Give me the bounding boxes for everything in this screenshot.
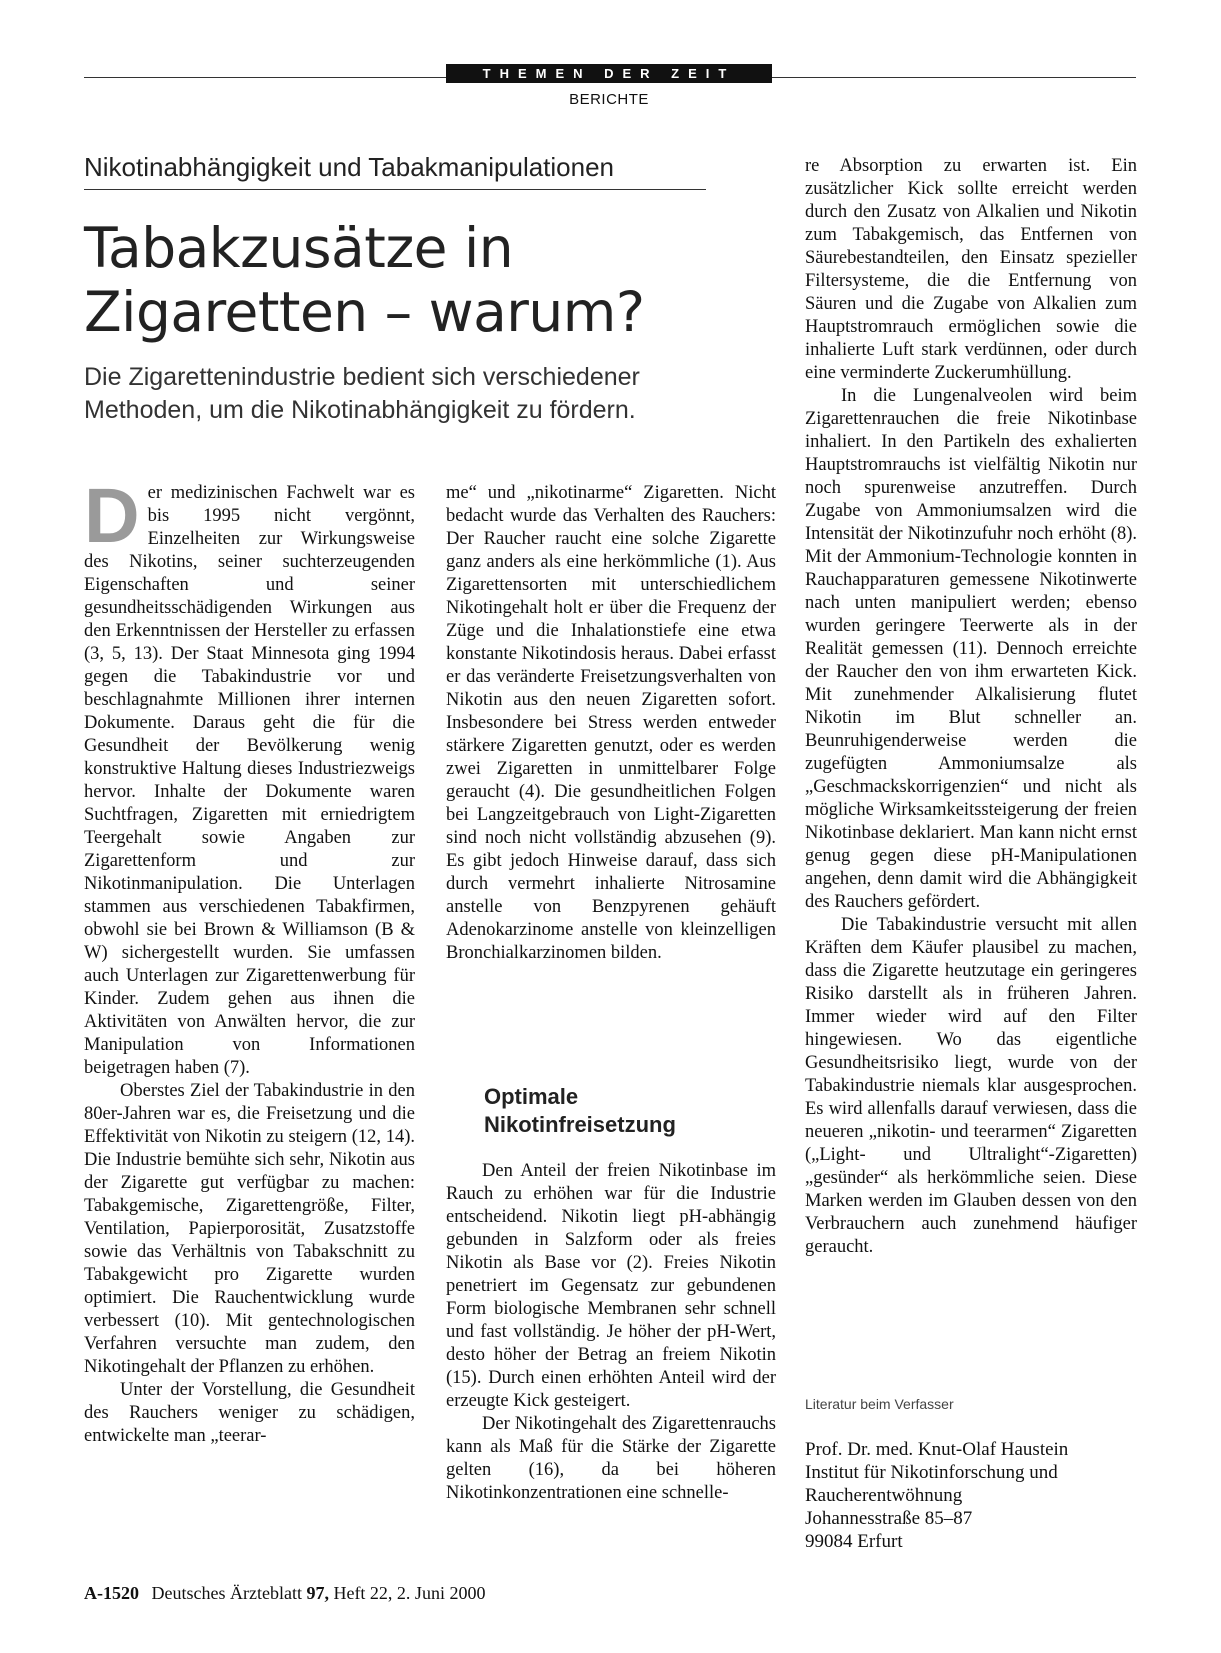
journal-issue: Heft 22, 2. Juni 2000 [333, 1583, 486, 1603]
author-line: Prof. Dr. med. Knut-Olaf Haustein [805, 1439, 1069, 1460]
page-number: A-1520 [84, 1583, 139, 1603]
journal-volume: 97, [306, 1583, 329, 1603]
journal-name: Deutsches Ärzteblatt [151, 1583, 302, 1603]
author-line: 99084 Erfurt [805, 1531, 903, 1552]
subsection-label: BERICHTE [569, 91, 649, 108]
drop-cap: D [84, 473, 140, 559]
section-subheading: Optimale Nikotinfreisetzung [484, 1084, 676, 1137]
title-line-2: Zigaretten – warum? [84, 280, 645, 344]
literature-note: Literatur beim Verfasser [805, 1396, 954, 1412]
paragraph: Den Anteil der freien Nikotinbase im Rauch zu erhöhen war für die Industrie entscheidend. Nikotin liegt pH-abhängig gebunden in Salzform oder als freies Nikotin als Base vor (2). Freies Nikotin penetriert im Gegensatz zur gebundenen Form biologische Membranen sehr schnell und fast vollständig. Je höher der pH-Wert, desto höher der Betrag an freiem Nikotin (15). Durch einen erhöhten Anteil wird der erzeugte Kick gesteigert. [446, 1161, 776, 1411]
author-line: Institut für Nikotinforschung und [805, 1462, 1058, 1483]
text-column-2-bottom [446, 1160, 776, 1505]
paragraph: re Absorption zu erwarten ist. Ein zusätzlicher Kick sollte erreicht werden durch den Zusatz von Alkalien und Nikotin zum Tabakgemisch, das Entfernen von Säurebestandteilen, den Einsatz spezieller Filtersysteme, die die Entfernung von Säuren und die Zugabe von Alkalien zum Hauptstromrauch ermöglichen sowie die inhalierte Luft stark verdünnen, oder durch eine verminderte Zuckerumhüllung. [805, 156, 1137, 383]
paragraph [84, 473, 415, 1080]
author-address [805, 1438, 1137, 1553]
paragraph: Der Nikotingehalt des Zigarettenrauchs kann als Maß für die Stärke der Zigarette gelten (16), da bei höheren Nikotinkonzentrationen eine schnelle- [446, 1414, 776, 1503]
author-line: Johannesstraße 85–87 [805, 1508, 973, 1529]
article-title [84, 216, 724, 344]
paragraph: In die Lungenalveolen wird beim Zigarettenrauchen die freie Nikotinbase inhaliert. In den Partikeln des exhalierten Hauptstromrauchs ist vielfältig Nikotin nur noch spurenweise anzutreffen. Durch Zugabe von Ammoniumsalzen wird die Intensität der Nikotinzufuhr noch erhöht (8). Mit der Ammonium-Technologie konnten in Rauchapparaturen gemessene Nikotinwerte nach unten manipuliert werden; ebenso wurden geringere Teerwerte als in der Realität gemessen (11). Dennoch erreichte der Raucher den von ihm erwarteten Kick. Mit zunehmender Alkalisierung flutet Nikotin im Blut schneller an. Beunruhigenderweise werden die zugefügten Ammoniumsalze als „Geschmackskorrigenzien“ und nicht als mögliche Wirksamkeitssteigerung der freien Nikotinbase deklariert. Man kann nicht ernst genug gegen diese pH-Manipulationen angehen, denn damit wird die Abhängigkeit des Rauchers gefördert. [805, 386, 1137, 912]
article-kicker: Nikotinabhängigkeit und Tabakmanipulationen [84, 152, 706, 190]
article-deck: Die Zigarettenindustrie bedient sich verschiedener Methoden, um die Nikotinabhängigkeit zu fördern. [84, 363, 640, 424]
paragraph: me“ und „nikotinarme“ Zigaretten. Nicht bedacht wurde das Verhalten des Rauchers: Der Raucher raucht eine solche Zigarette ganz anders als eine herkömmliche (1). Aus Zigarettensorten mit unterschiedlichem Nikotingehalt holt er über die Frequenz der Züge und die Inhalationstiefe eine etwa konstante Nikotindosis heraus. Dabei erfasst er das veränderte Freisetzungsverhalten von Nikotin aus den neuen Zigaretten sofort. Insbesondere bei Stress werden entweder stärkere Zigaretten genutzt, oder es werden zwei Zigaretten in unmittelbarer Folge geraucht (4). Die gesundheitlichen Folgen bei Langzeitgebrauch von Light-Zigaretten sind noch nicht vollständig abzusehen (9). Es gibt jedoch Hinweise darauf, dass sich durch vermehrt inhalierte Nitrosamine anstelle von Benzpyrenen gehäuft Adenokarzinome anstelle von kleinzelligen Bronchialkarzinomen bilden. [446, 483, 776, 963]
author-line: Raucherentwöhnung [805, 1485, 963, 1506]
text-column-2-top [446, 482, 776, 965]
title-line-1: Tabakzusätze in [84, 216, 514, 280]
text-column-1 [84, 473, 415, 1448]
text-column-3 [805, 155, 1137, 1259]
paragraph: Oberstes Ziel der Tabakindustrie in den 80er-Jahren war es, die Freisetzung und die Effektivität von Nikotin zu steigern (12, 14). Die Industrie bemühte sich sehr, Nikotin aus der Zigarette gut verfügbar zu machen: Tabakgemische, Zigarettengröße, Filter, Ventilation, Papierporosität, Zusatzstoffe sowie das Verhältnis von Tabakschnitt zu Tabakgewicht pro Zigarette wurden optimiert. Die Rauchentwicklung wurde verbessert (10). Mit gentechnologischen Verfahren versuchte man zudem, den Nikotingehalt der Pflanzen zu erhöhen. [84, 1081, 415, 1377]
paragraph: Unter der Vorstellung, die Gesundheit des Rauchers weniger zu schädigen, entwickelte man „teerar- [84, 1380, 415, 1446]
paragraph: Die Tabakindustrie versucht mit allen Kräften dem Käufer plausibel zu machen, dass die Zigarette heutzutage ein geringeres Risiko darstellt als in früheren Jahren. Immer wieder wird auf den Filter hingewiesen. Wo das eigentliche Gesundheitsrisiko liegt, wurde von der Tabakindustrie niemals klar ausgesprochen. Es wird allenfalls darauf verwiesen, dass die neueren „nikotin- und teerarmen“ Zigaretten („Light- und Ultralight“-Zigaretten) „gesünder“ als herkömmliche seien. Diese Marken werden im Glauben dessen von den Verbrauchern auch zunehmend häufiger geraucht. [805, 915, 1137, 1257]
page-footer [84, 1583, 485, 1604]
paragraph-text: er medizinischen Fachwelt war es bis 1995 nicht vergönnt, Einzelheiten zur Wirkungsweise des Nikotins, seiner suchterzeugenden Eigenschaften und seiner gesundheitsschädigenden Wirkungen aus den Erkenntnissen der Hersteller zu erfassen (3, 5, 13). Der Staat Minnesota ging 1994 gegen die Tabakindustrie vor und beschlagnahmte Millionen ihrer internen Dokumente. Daraus geht die für die Gesundheit der Bevölkerung wenig konstruktive Haltung dieses Industriezweigs hervor. Inhalte der Dokumente waren Suchtfragen, Zigaretten mit erniedrigtem Teergehalt sowie Angaben zur Zigarettenform und zur Nikotinmanipulation. Die Unterlagen stammen aus verschiedenen Tabakfirmen, obwohl sie bei Brown & Williamson (B & W) sichergestellt wurden. Sie umfassen auch Unterlagen zur Zigarettenwerbung für Kinder. Zudem gehen aus ihnen die Aktivitäten von Anwälten hervor, die zur Manipulation von Informationen beigetragen haben (7). [84, 483, 415, 1078]
section-label: THEMEN DER ZEIT [446, 64, 772, 83]
